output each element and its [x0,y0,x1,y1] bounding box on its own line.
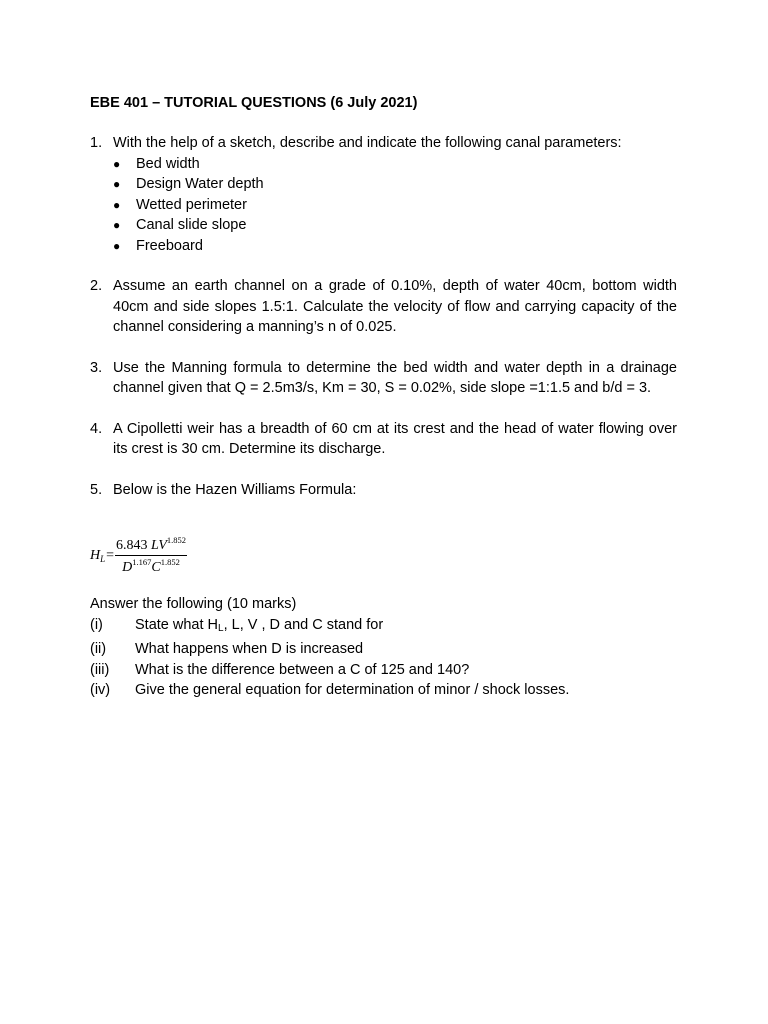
question-text: Assume an earth channel on a grade of 0.10%, depth of water 40cm, bottom width 40cm and side slopes 1.5:1. Calculate the velocity of flow and carrying capacity of the channel considering a manning’s n of 0.025. [113,278,677,335]
subscript-l: L [218,622,224,634]
question-text: Below is the Hazen Williams Formula: [113,481,357,498]
bullet-icon: ● [113,177,121,191]
numerator-variables: LV [151,538,167,553]
question-text: With the help of a sketch, describe and indicate the following canal parameters: [113,135,622,151]
question-text: A Cipolletti weir has a breadth of 60 cm at its crest and the head of water flowing over its crest is 30 cm. Determine its discharge. [113,420,677,457]
sub-question-text: What happens when D is increased [135,641,364,657]
bullet-icon: ● [113,218,121,232]
list-item-text: Wetted perimeter [136,196,247,213]
denominator-c: C [151,560,161,575]
question-2 [90,276,677,338]
list-item [113,215,677,236]
list-item-text: Design Water depth [136,176,264,192]
question-number: 2. [90,278,103,294]
sub-question-text: What is the difference between a C of 125 and 140? [135,661,470,678]
bullet-icon: ● [113,238,121,253]
list-item-text: Freeboard [136,237,203,254]
formula-denominator [121,556,181,576]
sub-question-iv [90,680,677,701]
document-page [90,93,677,701]
question-body [113,358,677,399]
answer-intro: Answer the following (10 marks) [90,596,297,612]
question-3 [90,358,677,399]
bullet-icon: ● [113,197,121,212]
sub-question-number: (ii) [90,641,107,657]
formula-numerator [115,535,187,556]
formula-lhs: $H_L$ [90,547,106,564]
numerator-coefficient: 6.843 [116,538,148,553]
question-body [113,480,677,501]
question-1 [90,133,677,256]
question-text: Use the Manning formula to determine the bed width and water depth in a drainage channel given that Q = 2.5m3/s, Km = 30, S = 0.02%, side slope =1:1.5 and b/d = 3. [113,359,677,396]
question-number: 5. [90,481,103,498]
sub-question-text: State what HL, L, V , D and C stand for [135,616,384,634]
formula-lhs-subscript: L [100,553,106,564]
sub-question-number: (i) [90,616,103,633]
list-item [113,174,677,195]
bullet-icon: ● [113,156,121,171]
formula-fraction [115,535,187,576]
list-item [113,195,677,216]
sub-question-number: (iv) [90,682,111,698]
list-item [113,236,677,257]
hazen-williams-formula [90,535,677,576]
denominator-c-exponent: 1.852 [160,557,180,567]
sub-question-iii [90,660,677,681]
denominator-d: D [122,560,133,575]
sub-question-text: Give the general equation for determination of minor / shock losses. [135,682,570,698]
sub-question-number: (iii) [90,661,110,678]
question-number: 1. [90,135,103,151]
question-body [113,419,677,460]
question-body [113,133,677,256]
sub-question-i [90,615,677,640]
document-title: EBE 401 – TUTORIAL QUESTIONS (6 July 2021) [90,95,418,111]
question-4 [90,419,677,460]
list-item-text: Canal slide slope [136,217,247,233]
formula-equals: = [106,547,115,563]
question-number: 4. [90,420,103,437]
denominator-d-exponent: 1.167 [132,557,152,567]
question-body [113,276,677,338]
list-item-text: Bed width [136,155,200,172]
numerator-exponent: 1.852 [166,535,186,545]
sub-question-ii [90,639,677,660]
bullet-list [113,154,677,257]
question-5 [90,480,677,501]
list-item [113,154,677,175]
question-number: 3. [90,359,103,376]
